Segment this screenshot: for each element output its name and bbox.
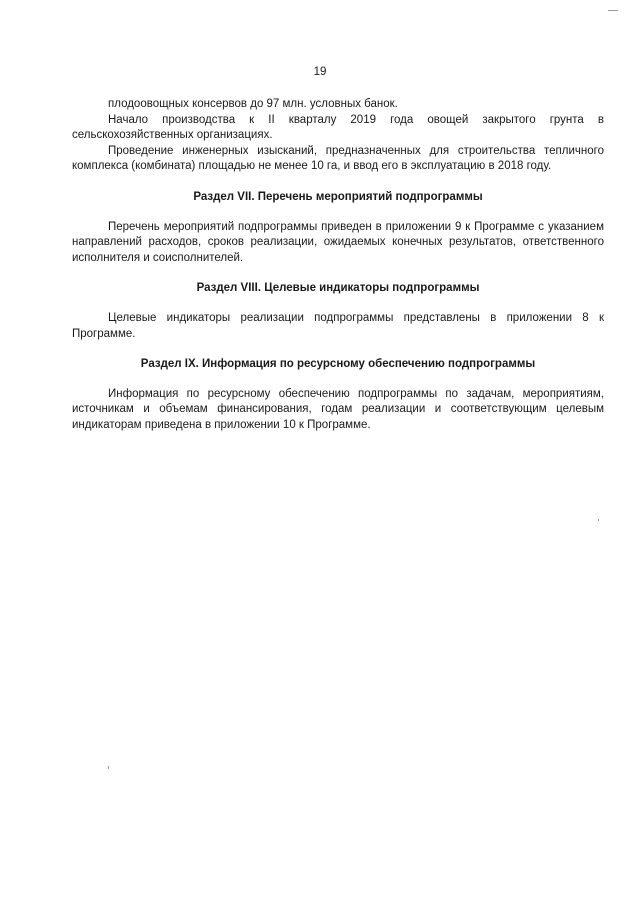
section-9-text: Информация по ресурсному обеспечению подпрограммы по задачам, мероприятиям, источникам и объемам финансирования, годам реализации и соответствующим целевым индикаторам приведена в приложении 10 к Программе. bbox=[72, 387, 604, 431]
page-number: 19 bbox=[313, 66, 327, 78]
section-7-text: Перечень мероприятий подпрограммы приведен в приложении 9 к Программе с указанием направлений расходов, сроков реализации, ожидаемых конечных результатов, ответственного исполнителя и соисполнителей. bbox=[72, 220, 604, 264]
scan-speck bbox=[108, 766, 109, 769]
section-9-heading: Раздел IX. Информация по ресурсному обеспечению подпрограммы bbox=[140, 358, 536, 371]
section-7-heading: Раздел VII. Перечень мероприятий подпрограммы bbox=[193, 190, 483, 203]
section-8-text: Целевые индикаторы реализации подпрограммы представлены в приложении 8 к Программе. bbox=[72, 311, 604, 340]
scan-speck bbox=[598, 519, 599, 521]
paragraph-greenhouse-production: Начало производства к II кварталу 2019 года овощей закрытого грунта в сельскохозяйственных организациях. bbox=[72, 113, 604, 142]
paragraph-canned-goods: плодоовощных консервов до 97 млн. условных банок. bbox=[108, 98, 398, 110]
page-content bbox=[72, 97, 604, 434]
section-8-heading: Раздел VIII. Целевые индикаторы подпрограммы bbox=[196, 282, 480, 295]
paragraph-engineering-surveys: Проведение инженерных изысканий, предназначенных для строительства тепличного комплекса (комбината) площадью не менее 10 га, и ввод его в эксплуатацию в 2018 году. bbox=[72, 144, 604, 173]
scan-speck bbox=[608, 10, 618, 11]
